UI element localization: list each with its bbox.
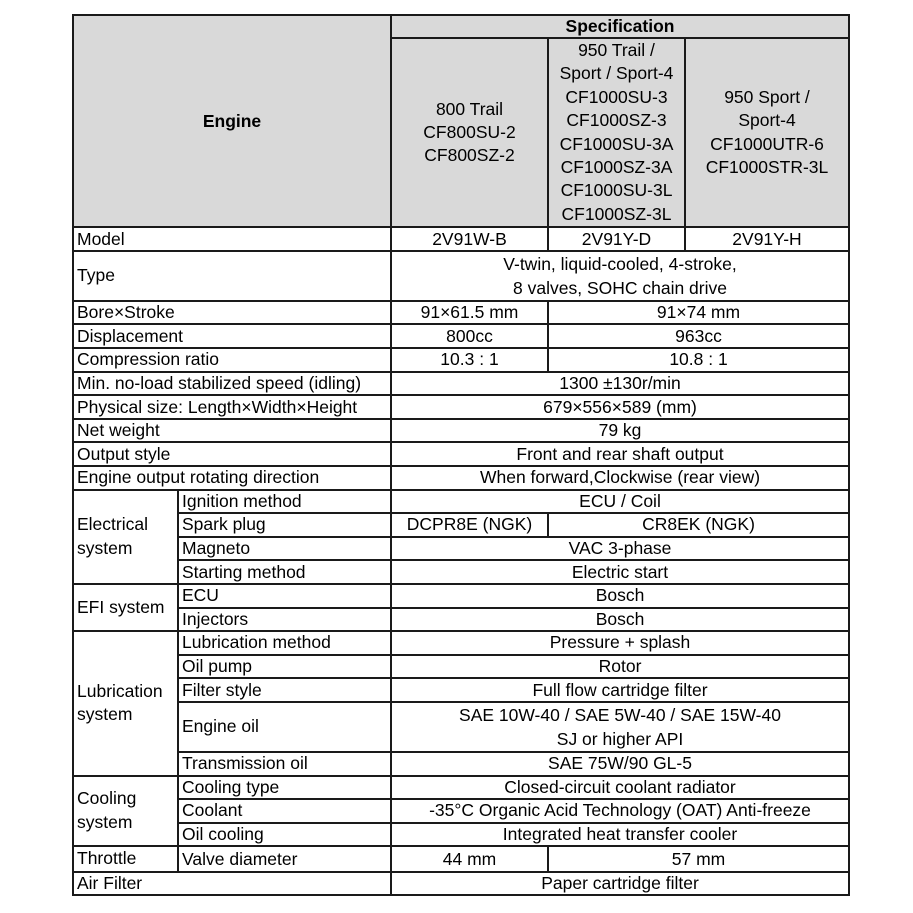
air-filter-value: Paper cartridge filter xyxy=(391,872,849,896)
output-style-value: Front and rear shaft output xyxy=(391,442,849,466)
cooling-type-value: Closed-circuit coolant radiator xyxy=(391,776,849,800)
electrical-system-group-label: Electrical system xyxy=(73,490,178,584)
type-value xyxy=(391,251,849,301)
column-header-950-trail xyxy=(548,38,685,227)
spark-plug-row-label: Spark plug xyxy=(178,513,391,537)
cooling-system-group-label: Cooling system xyxy=(73,776,178,847)
column-header-line: Sport / Sport-4 xyxy=(559,63,674,84)
model-value-950-sport: 2V91Y-H xyxy=(685,227,849,251)
valve-diameter-row-label: Valve diameter xyxy=(178,846,391,872)
displacement-row-label: Displacement xyxy=(73,324,391,348)
engine-specification-table xyxy=(72,14,850,896)
column-header-line: 950 Trail / xyxy=(578,40,655,60)
lubrication-method-value: Pressure + splash xyxy=(391,631,849,655)
column-header-950-sport xyxy=(685,38,849,227)
cooling-type-row-label: Cooling type xyxy=(178,776,391,800)
column-header-line: 800 Trail xyxy=(435,98,504,119)
model-row-label: Model xyxy=(73,227,391,251)
physical-size-value: 679×556×589 (mm) xyxy=(391,395,849,419)
specification-header-cell: Specification xyxy=(391,15,849,38)
oil-cooling-value: Integrated heat transfer cooler xyxy=(391,823,849,847)
column-header-line: CF1000UTR-6 xyxy=(710,133,824,154)
starting-method-row-label: Starting method xyxy=(178,560,391,584)
oil-pump-row-label: Oil pump xyxy=(178,655,391,679)
lubrication-system-group-label: Lubrication system xyxy=(73,631,178,775)
net-weight-value: 79 kg xyxy=(391,419,849,443)
bore-stroke-row-label: Bore×Stroke xyxy=(73,301,391,325)
bore-stroke-value-950: 91×74 mm xyxy=(548,301,849,325)
column-header-line: CF1000SZ-3L xyxy=(561,203,672,224)
column-header-800-trail xyxy=(391,38,548,227)
filter-style-row-label: Filter style xyxy=(178,678,391,702)
ecu-value: Bosch xyxy=(391,584,849,608)
net-weight-row-label: Net weight xyxy=(73,419,391,443)
starting-method-value: Electric start xyxy=(391,560,849,584)
type-value-line: V-twin, liquid-cooled, 4-stroke, xyxy=(503,253,737,274)
magneto-value: VAC 3-phase xyxy=(391,537,849,561)
transmission-oil-row-label: Transmission oil xyxy=(178,752,391,776)
spark-plug-value-800: DCPR8E (NGK) xyxy=(391,513,548,537)
compression-ratio-value-950: 10.8 : 1 xyxy=(548,348,849,372)
compression-ratio-value-800: 10.3 : 1 xyxy=(391,348,548,372)
column-header-line: Sport-4 xyxy=(738,110,796,131)
filter-style-value: Full flow cartridge filter xyxy=(391,678,849,702)
displacement-value-950: 963cc xyxy=(548,324,849,348)
engine-oil-value xyxy=(391,702,849,752)
coolant-value: -35°C Organic Acid Technology (OAT) Anti-freeze xyxy=(391,799,849,823)
rotating-direction-row-label: Engine output rotating direction xyxy=(73,466,391,490)
physical-size-row-label: Physical size: Length×Width×Height xyxy=(73,395,391,419)
valve-diameter-value-800: 44 mm xyxy=(391,846,548,872)
column-header-line: CF1000SU-3A xyxy=(559,133,674,154)
ecu-row-label: ECU xyxy=(178,584,391,608)
bore-stroke-value-800: 91×61.5 mm xyxy=(391,301,548,325)
coolant-row-label: Coolant xyxy=(178,799,391,823)
magneto-row-label: Magneto xyxy=(178,537,391,561)
type-value-line: 8 valves, SOHC chain drive xyxy=(513,277,727,298)
lubrication-method-row-label: Lubrication method xyxy=(178,631,391,655)
valve-diameter-value-950: 57 mm xyxy=(548,846,849,872)
column-header-line: CF1000SU-3L xyxy=(560,180,673,201)
spark-plug-value-950: CR8EK (NGK) xyxy=(548,513,849,537)
engine-oil-value-line: SJ or higher API xyxy=(556,728,684,749)
engine-header-cell: Engine xyxy=(73,15,391,227)
rotating-direction-value: When forward,Clockwise (rear view) xyxy=(391,466,849,490)
output-style-row-label: Output style xyxy=(73,442,391,466)
injectors-value: Bosch xyxy=(391,608,849,632)
column-header-line: CF1000SZ-3 xyxy=(566,110,667,131)
type-row-label: Type xyxy=(73,251,391,301)
throttle-group-label: Throttle xyxy=(73,846,178,872)
column-header-line: CF1000STR-3L xyxy=(705,157,829,178)
column-header-line: CF1000SZ-3A xyxy=(560,157,673,178)
transmission-oil-value: SAE 75W/90 GL-5 xyxy=(391,752,849,776)
idle-speed-value: 1300 ±130r/min xyxy=(391,372,849,396)
air-filter-row-label: Air Filter xyxy=(73,872,391,896)
column-header-line: CF1000SU-3 xyxy=(565,86,668,107)
column-header-line: 950 Sport / xyxy=(724,86,810,107)
engine-oil-value-line: SAE 10W-40 / SAE 5W-40 / SAE 15W-40 xyxy=(459,704,781,725)
column-header-line: CF800SZ-2 xyxy=(424,145,515,166)
oil-cooling-row-label: Oil cooling xyxy=(178,823,391,847)
compression-ratio-row-label: Compression ratio xyxy=(73,348,391,372)
idle-speed-row-label: Min. no-load stabilized speed (idling) xyxy=(73,372,391,396)
model-value-950-trail: 2V91Y-D xyxy=(548,227,685,251)
engine-oil-row-label: Engine oil xyxy=(178,702,391,752)
column-header-line: CF800SU-2 xyxy=(423,121,516,142)
ignition-method-row-label: Ignition method xyxy=(178,490,391,514)
injectors-row-label: Injectors xyxy=(178,608,391,632)
oil-pump-value: Rotor xyxy=(391,655,849,679)
displacement-value-800: 800cc xyxy=(391,324,548,348)
model-value-800: 2V91W-B xyxy=(391,227,548,251)
efi-system-group-label: EFI system xyxy=(73,584,178,631)
ignition-method-value: ECU / Coil xyxy=(391,490,849,514)
